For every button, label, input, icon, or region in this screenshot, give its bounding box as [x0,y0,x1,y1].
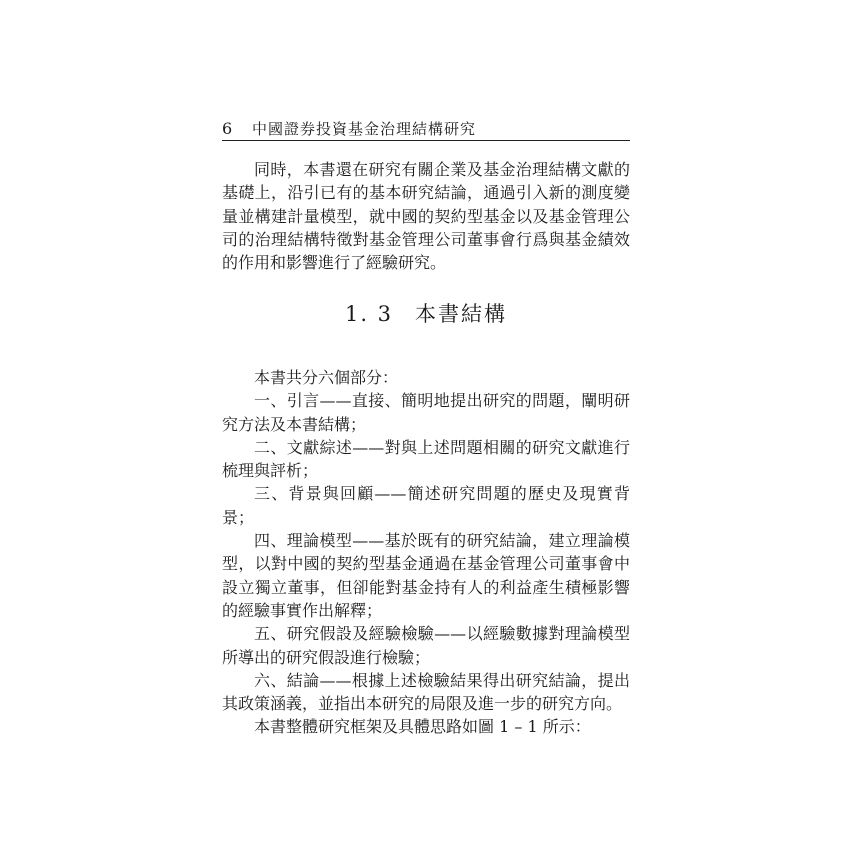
structure-item-3: 三、背景與回顧——簡述研究問題的歷史及現實背景； [222,484,630,527]
intro-paragraph: 同時，本書還在研究有關企業及基金治理結構文獻的基礎上，沿引已有的基本研究結論，通過引入新的測度變量並構建計量模型，就中國的契約型基金以及基金管理公司的治理結構特徵對基金管理公司董事會行爲與基金績效的作用和影響進行了經驗研究。 [222,160,630,273]
section-number: 1. 3 [344,302,394,326]
structure-item-2: 二、文獻綜述——對與上述問題相關的研究文獻進行梳理與評析； [222,437,630,481]
section-title: 本書結構 [415,302,508,326]
book-title: 中國證券投資基金治理結構研究 [252,120,477,138]
structure-intro: 本書共分六個部分： [254,368,399,387]
running-head [222,114,630,138]
section-heading [222,298,630,330]
structure-item-1: 一、引言——直接、簡明地提出研究的問題，闡明研究方法及本書結構； [222,391,630,434]
structure-item-6: 六、結論——根據上述檢驗結果得出研究結論，提出其政策涵義，並指出本研究的局限及進一步的研究方向。 [222,670,630,714]
page-number: 6 [222,119,233,138]
structure-list [222,366,630,739]
figure-reference: 本書整體研究框架及具體思路如圖 1 – 1 所示： [254,717,591,737]
structure-item-4: 四、理論模型——基於既有的研究結論，建立理論模型，以對中國的契約型基金通過在基金管理公司董事會中設立獨立董事，但卻能對基金持有人的利益產生積極影響的經驗事實作出解釋； [222,531,630,620]
header-rule [222,140,630,141]
structure-item-5: 五、研究假設及經驗檢驗——以經驗數據對理論模型所導出的研究假設進行檢驗； [222,624,630,667]
